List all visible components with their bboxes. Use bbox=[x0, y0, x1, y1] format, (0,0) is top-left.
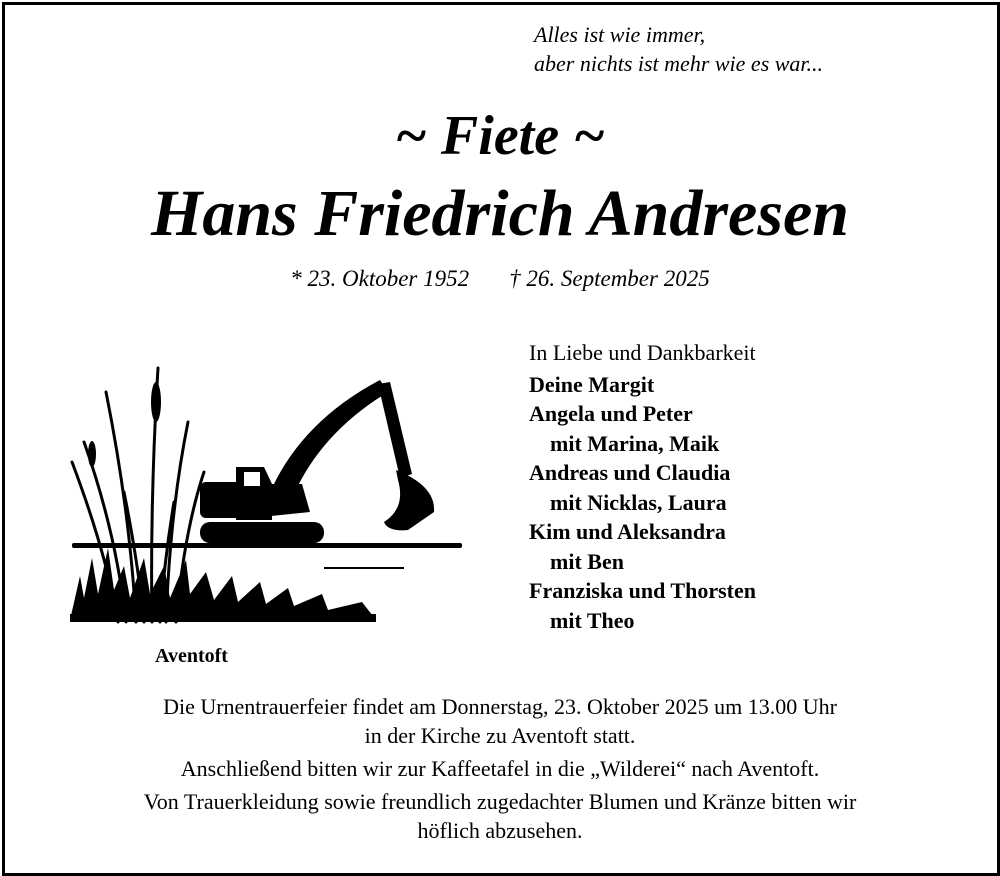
motto-quote bbox=[534, 20, 823, 78]
family-member: Franziska und Thorsten bbox=[529, 578, 756, 603]
family-member: Kim und Aleksandra bbox=[529, 519, 726, 544]
family-member: mit Nicklas, Laura bbox=[550, 489, 727, 515]
ceremony-paragraph bbox=[0, 692, 1000, 750]
family-member: Andreas und Claudia bbox=[529, 460, 731, 485]
clothing-line-2: höflich abzusehen. bbox=[417, 818, 583, 843]
family-member: Angela und Peter bbox=[529, 401, 693, 426]
clothing-line-1: Von Trauerkleidung sowie freundlich zugedachter Blumen und Kränze bitten wir bbox=[143, 789, 857, 814]
family-member: mit Marina, Maik bbox=[550, 430, 720, 456]
clothing-paragraph bbox=[0, 787, 1000, 845]
motto-line-2: aber nichts ist mehr wie es war... bbox=[534, 51, 824, 76]
excavator-and-reeds-silhouette-icon bbox=[66, 362, 466, 624]
ceremony-line-1: Die Urnentrauerfeier findet am Donnerstag, 23. Oktober 2025 um 13.00 Uhr bbox=[163, 694, 837, 719]
deceased-full-name: Hans Friedrich Andresen bbox=[150, 177, 850, 250]
birth-date: * 23. Oktober 1952 bbox=[290, 266, 470, 291]
place-label: Aventoft bbox=[155, 645, 228, 667]
coffee-paragraph: Anschließend bitten wir zur Kaffeetafel in die „Wilderei“ nach Aventoft. bbox=[180, 756, 820, 781]
death-date: † 26. September 2025 bbox=[509, 266, 710, 291]
family-member: Deine Margit bbox=[529, 371, 655, 397]
motto-line-1: Alles ist wie immer, bbox=[534, 22, 706, 47]
funeral-notice bbox=[0, 692, 1000, 845]
life-dates bbox=[0, 264, 1000, 294]
family-list bbox=[529, 338, 756, 635]
deceased-nickname: ~ Fiete ~ bbox=[395, 105, 605, 167]
ceremony-line-2: in der Kirche zu Aventoft statt. bbox=[364, 723, 636, 748]
family-member: mit Theo bbox=[550, 607, 635, 633]
family-intro: In Liebe und Dankbarkeit bbox=[529, 340, 756, 365]
family-member: mit Ben bbox=[550, 548, 624, 574]
